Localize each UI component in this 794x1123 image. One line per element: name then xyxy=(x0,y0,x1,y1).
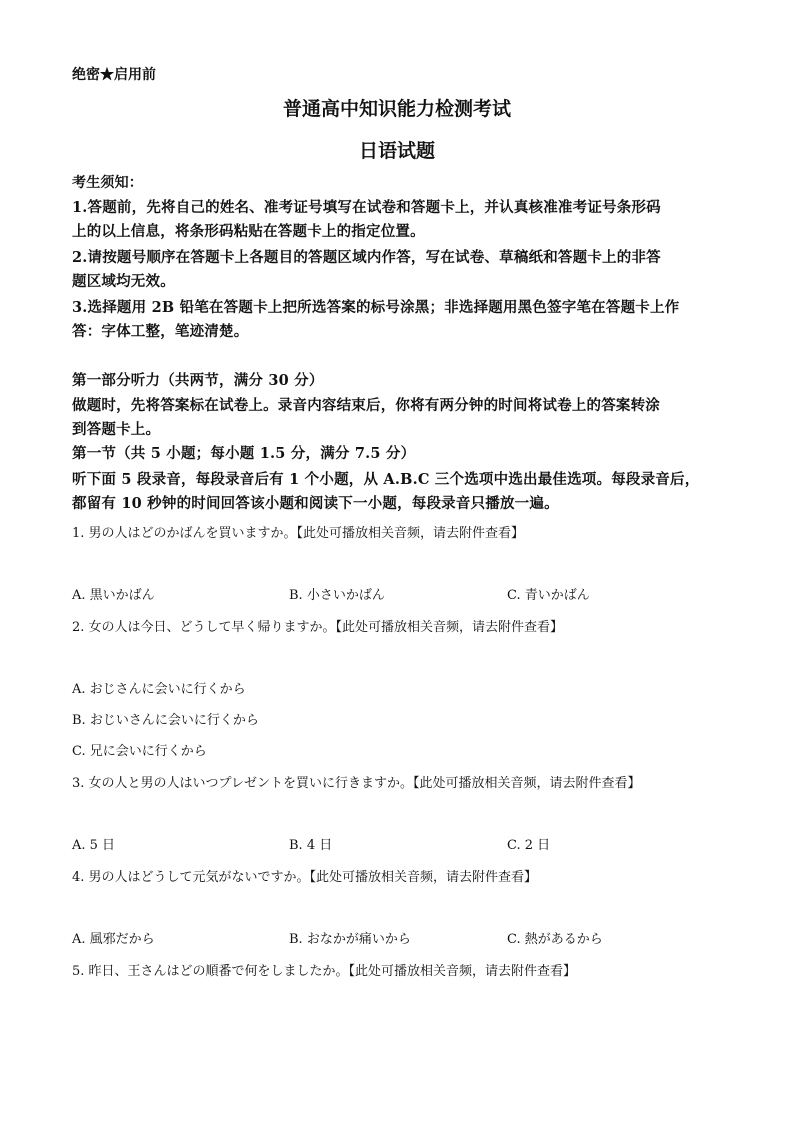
question-3-option-a[interactable]: A. 5 日 xyxy=(72,838,116,853)
question-2: 2. 女の人は今日、どうして早く帰りますか。【此处可播放相关音频，请去附件查看】 xyxy=(72,620,564,635)
confidential-label: 绝密★启用前 xyxy=(72,67,156,83)
notice-heading: 考生须知： xyxy=(72,175,143,191)
notice-line: 2.请按题号顺序在答题卡上各题目的答题区域内作答，写在试卷、草稿纸和答题卡上的非答 xyxy=(72,249,661,266)
section1-instructions: 都留有 10 秒钟的时间回答该小题和阅读下一小题，每段录音只播放一遍。 xyxy=(72,495,559,512)
question-2-option-c[interactable]: C. 兄に会いに行くから xyxy=(72,744,207,759)
question-5: 5. 昨日、王さんはどの順番で何をしましたか。【此处可播放相关音频，请去附件查看】 xyxy=(72,964,577,979)
exam-subject: 日语试题 xyxy=(358,140,435,162)
question-2-option-a[interactable]: A. おじさんに会いに行くから xyxy=(72,682,246,697)
question-4-option-a[interactable]: A. 風邪だから xyxy=(72,932,155,947)
notice-line: 1.答题前，先将自己的姓名、准考证号填写在试卷和答题卡上，并认真核准准考证号条形码 xyxy=(72,199,661,216)
part1-heading: 第一部分听力（共两节，满分 30 分） xyxy=(72,372,324,389)
part1-instructions: 做题时，先将答案标在试卷上。录音内容结束后，你将有两分钟的时间将试卷上的答案转涂 xyxy=(72,397,660,414)
question-2-option-b[interactable]: B. おじいさんに会いに行くから xyxy=(72,713,259,728)
question-1-option-c[interactable]: C. 青いかばん xyxy=(507,588,590,603)
question-3-option-b[interactable]: B. 4 日 xyxy=(289,838,333,853)
section1-heading: 第一节（共 5 小题；每小题 1.5 分，满分 7.5 分） xyxy=(72,445,416,462)
notice-line: 答：字体工整，笔迹清楚。 xyxy=(72,323,249,340)
question-1: 1. 男の人はどのかばんを買いますか。【此处可播放相关音频，请去附件查看】 xyxy=(72,526,525,541)
part1-instructions: 到答题卡上。 xyxy=(72,421,161,438)
notice-line: 题区域均无效。 xyxy=(72,273,175,290)
question-3-option-c[interactable]: C. 2 日 xyxy=(507,838,551,853)
question-3: 3. 女の人と男の人はいつプレゼントを買いに行きますか。【此处可播放相关音频，请去附件查看】 xyxy=(72,776,641,791)
notice-line: 上的以上信息，将条形码粘贴在答题卡上的指定位置。 xyxy=(72,223,425,240)
question-4: 4. 男の人はどうして元気がないですか。【此处可播放相关音频，请去附件查看】 xyxy=(72,870,538,885)
exam-title: 普通高中知识能力检测考试 xyxy=(282,98,511,120)
question-1-option-b[interactable]: B. 小さいかばん xyxy=(289,588,385,603)
question-4-option-c[interactable]: C. 熱があるから xyxy=(507,932,603,947)
notice-line: 3.选择题用 2B 铅笔在答题卡上把所选答案的标号涂黑；非选择题用黑色签字笔在答题卡上作 xyxy=(72,299,680,316)
section1-instructions: 听下面 5 段录音，每段录音后有 1 个小题，从 A.B.C 三个选项中选出最佳选项。每段录音后， xyxy=(72,471,700,488)
question-4-option-b[interactable]: B. おなかが痛いから xyxy=(289,932,411,947)
question-1-option-a[interactable]: A. 黒いかばん xyxy=(72,588,155,603)
